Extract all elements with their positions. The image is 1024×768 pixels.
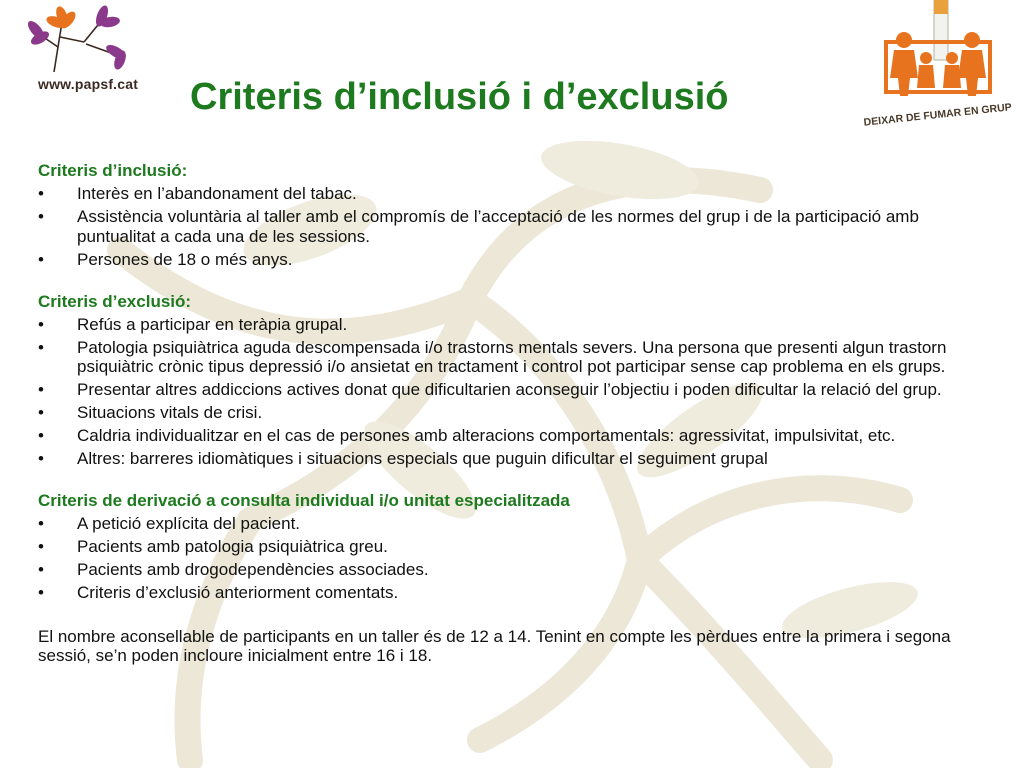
list-item	[38, 315, 973, 335]
list-item-text: Criteris d’exclusió anteriorment comentats.	[77, 583, 399, 602]
bullet-icon: •	[38, 380, 44, 399]
bullet-icon: •	[38, 449, 44, 468]
bullet-icon: •	[38, 337, 44, 357]
list-item	[38, 537, 973, 557]
list-item	[38, 207, 973, 246]
list-item	[38, 184, 973, 204]
list-item-text: Patologia psiquiàtrica aguda descompensada i/o trastorns mentals severs. Una persona que presenti algun trastorn psiquiàtric crònic tipus depressió i/o ansietat en tractament i control pot participar sense cap problema en els grups.	[77, 337, 947, 376]
list-item-text: Pacients amb patologia psiquiàtrica greu.	[77, 537, 388, 556]
referral-heading: Criteris de derivació a consulta individual i/o unitat especialitzada	[38, 491, 570, 510]
list-item	[38, 514, 973, 534]
list-item-text: Assistència voluntària al taller amb el compromís de l’acceptació de les normes del grup i de la participació amb puntualitat a cada una de les sessions.	[77, 207, 919, 246]
list-item-text: Persones de 18 o més anys.	[77, 249, 293, 269]
spacer	[38, 472, 973, 491]
page-title: Criteris d’inclusió i d’exclusió	[190, 76, 729, 118]
list-item-text: Caldria individualitzar en el cas de persones amb alteracions comportamentals: agressivitat, impulsivitat, etc.	[77, 426, 896, 445]
list-item-text: Refús a participar en teràpia grupal.	[77, 314, 348, 334]
bullet-icon: •	[38, 249, 44, 269]
bullet-icon: •	[38, 426, 44, 445]
list-item-text: Altres: barreres idiomàtiques i situacions especials que puguin dificultar el seguiment grupal	[77, 449, 768, 468]
list-item	[38, 583, 973, 603]
bullet-icon: •	[38, 403, 44, 422]
slide-content	[38, 161, 973, 665]
closing-paragraph: El nombre aconsellable de participants en un taller és de 12 a 14. Tenint en compte les pèrdues entre la primera i segona sessió, se’n poden incloure inicialment entre 16 i 18.	[38, 627, 951, 665]
logo-right-caption: DEIXAR DE FUMAR EN GRUP	[863, 101, 1013, 129]
list-item	[38, 380, 973, 400]
list-item	[38, 338, 973, 377]
list-item-text: Situacions vitals de crisi.	[77, 403, 263, 422]
inclusion-list	[38, 184, 973, 269]
bullet-icon: •	[38, 514, 44, 533]
bullet-icon: •	[38, 207, 44, 226]
spacer	[38, 606, 973, 627]
list-item-text: Presentar altres addiccions actives donat que dificultarien aconseguir l’objectiu i poden dificultar la relació del grup.	[77, 380, 942, 399]
list-item-text: Interès en l’abandonament del tabac.	[77, 184, 357, 203]
bullet-icon: •	[38, 560, 44, 579]
list-item	[38, 403, 973, 423]
bullet-icon: •	[38, 184, 44, 203]
cigarette-group-logo-icon	[863, 0, 1013, 140]
list-item	[38, 250, 973, 270]
list-item-text: Pacients amb drogodependències associades.	[77, 560, 429, 579]
spacer	[38, 273, 973, 292]
deixar-de-fumar-logo	[863, 0, 1013, 140]
bullet-icon: •	[38, 583, 44, 602]
list-item	[38, 426, 973, 446]
bullet-icon: •	[38, 537, 44, 556]
flower-logo-icon	[24, 2, 144, 77]
exclusion-heading: Criteris d’exclusió:	[38, 291, 192, 311]
list-item	[38, 560, 973, 580]
inclusion-heading: Criteris d’inclusió:	[38, 161, 188, 180]
list-item-text: A petició explícita del pacient.	[77, 514, 301, 533]
papsf-logo	[24, 2, 154, 102]
bullet-icon: •	[38, 314, 44, 334]
referral-list	[38, 514, 973, 603]
logo-url-text: www.papsf.cat	[38, 76, 139, 92]
list-item	[38, 449, 973, 469]
exclusion-list	[38, 315, 973, 469]
